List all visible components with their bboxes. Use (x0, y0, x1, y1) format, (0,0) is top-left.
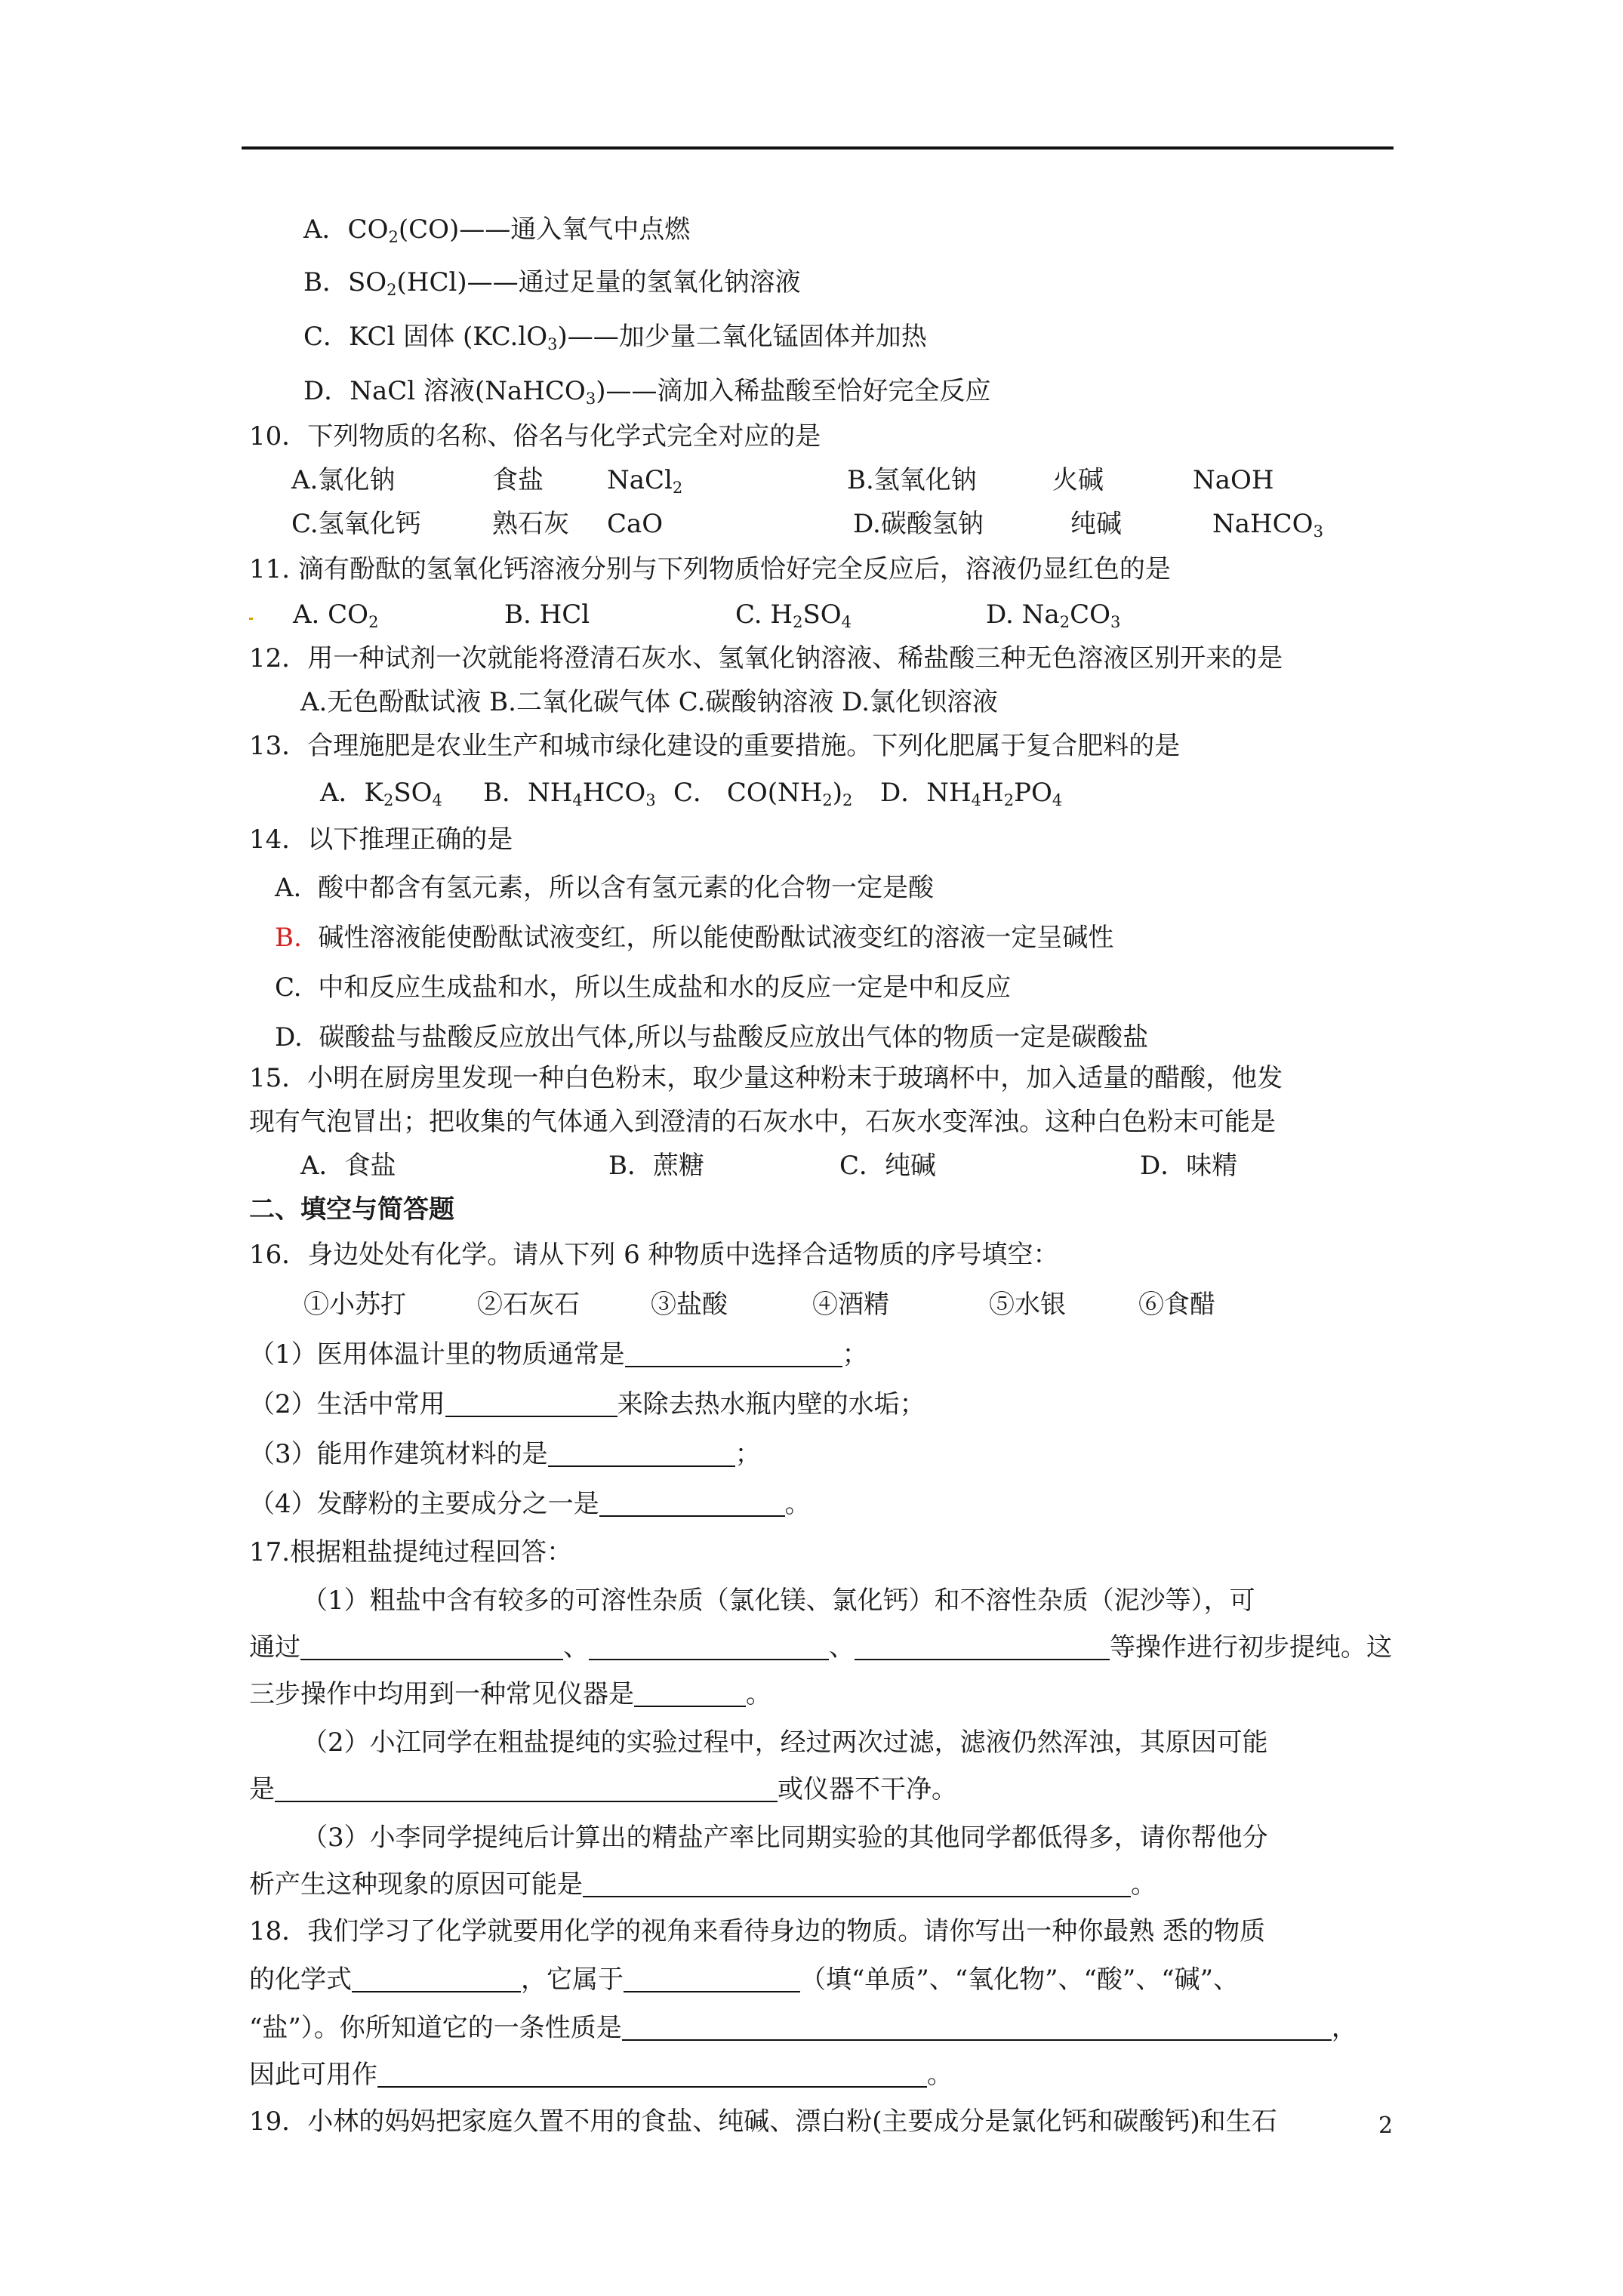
q16-blank-2[interactable] (445, 1390, 617, 1417)
q17-blank-2[interactable] (589, 1633, 829, 1660)
q18-blank-2[interactable] (624, 1965, 800, 1992)
q14-option-b: B. 碱性溶液能使酚酞试液变红，所以能使酚酞试液变红的溶液一定呈碱性 (275, 923, 1114, 953)
q17-blank-5[interactable] (275, 1775, 778, 1802)
q18-line-3: “盐”）。你所知道它的一条性质是 ， (249, 2013, 1357, 2043)
q16-item-5: ⑤水银 (989, 1290, 1066, 1320)
q13-stem: 13．合理施肥是农业生产和城市绿化建设的重要措施。下列化肥属于复合肥料的是 (249, 731, 1181, 761)
q9-option-b: B．$SO_2(HCl)——$通过足量的氢氧化钠溶液 (303, 267, 801, 299)
q18-line-1: 18．我们学习了化学就要用化学的视角来看待身边的物质。请你写出一种你最熟 悉的物质 (249, 1916, 1266, 1946)
q10-b-common: 火碱 (1052, 465, 1104, 495)
page-number: 2 (1378, 2113, 1394, 2139)
q10-c-label: C.氢氧化钙 (291, 509, 421, 539)
q16-blank-4[interactable] (599, 1490, 785, 1517)
q15-option-c: C．纯碱 (839, 1151, 937, 1181)
q11-stem: 11. 滴有酚酞的氢氧化钙溶液分别与下列物质恰好完全反应后，溶液仍显红色的是 (249, 554, 1171, 584)
q16-item-1: ①小苏打 (303, 1290, 406, 1320)
q12-stem: 12．用一种试剂一次就能将澄清石灰水、氢氧化钠溶液、稀盐酸三种无色溶液区别开来的是 (249, 643, 1283, 673)
q10-b-label: B.氢氧化钠 (847, 465, 977, 495)
q16-item-4: ④酒精 (812, 1290, 889, 1320)
q10-d-label: D.碳酸氢钠 (853, 509, 984, 539)
q16-sub-1: （1）医用体温计里的物质通常是 ； (249, 1339, 868, 1370)
q17-p3-line-2: 析产生这种现象的原因可能是 。 (249, 1869, 1156, 1900)
q10-a-formula: NaCl$_2$ (607, 465, 683, 497)
q15-option-d: D．味精 (1140, 1151, 1238, 1181)
q13-option-d: D．$NH_4H_2PO_4$ (880, 778, 1063, 809)
q10-stem: 10．下列物质的名称、俗名与化学式完全对应的是 (249, 421, 821, 451)
q18-line-4: 因此可用作 。 (249, 2060, 953, 2090)
q16-sub-2: （2）生活中常用 来除去热水瓶内壁的水垢； (249, 1389, 925, 1419)
q17-p2-line-2: 是 或仪器不干净。 (249, 1774, 957, 1804)
q17-blank-3[interactable] (855, 1633, 1110, 1660)
q17-p1-line-2: 通过 、 、 等操作进行初步提纯。这 (249, 1632, 1392, 1663)
q17-blank-4[interactable] (634, 1680, 746, 1707)
q11-option-c: C. $H_2SO_4$ (735, 599, 852, 631)
q14-option-d: D. 碳酸盐与盐酸反应放出气体,所以与盐酸反应放出气体的物质一定是碳酸盐 (275, 1022, 1149, 1052)
q14-option-a: A. 酸中都含有氢元素，所以含有氢元素的化合物一定是酸 (275, 873, 934, 903)
q16-sub-3: （3）能用作建筑材料的是 ； (249, 1439, 761, 1469)
q11-option-a: A. $CO_2$ (293, 599, 379, 631)
q17-p3-line-1: （3）小李同学提纯后计算出的精盐产率比同期实验的其他同学都低得多，请你帮他分 (302, 1823, 1268, 1853)
q15-option-b: B．蔗糖 (608, 1151, 704, 1181)
q17-blank-6[interactable] (583, 1870, 1131, 1897)
q18-line-2: 的化学式 ，它属于 （填“单质”、“氧化物”、“酸”、“碱”、 (249, 1965, 1240, 1995)
q9-option-d: D．NaCl 溶液(NaHCO$_3$)——滴加入稀盐酸至恰好完全反应 (303, 376, 991, 408)
q16-item-6: ⑥食醋 (1138, 1290, 1215, 1320)
q10-d-formula: NaHCO$_3$ (1212, 509, 1323, 541)
q10-c-common: 熟石灰 (492, 509, 569, 539)
q17-p1-line-1: （1）粗盐中含有较多的可溶性杂质（氯化镁、氯化钙）和不溶性杂质（泥沙等），可 (302, 1586, 1255, 1616)
section-2-heading: 二、填空与简答题 (249, 1194, 454, 1225)
q10-b-formula: NaOH (1193, 465, 1274, 495)
q16-blank-3[interactable] (548, 1440, 735, 1467)
q9-option-c: C．KCl 固体 $(KC.lO_3)——$加少量二氧化锰固体并加热 (303, 322, 927, 353)
q16-sub-4: （4）发酵粉的主要成分之一是 。 (249, 1489, 811, 1519)
q10-d-common: 纯碱 (1070, 509, 1122, 539)
q17-stem: 17.根据粗盐提纯过程回答： (249, 1537, 573, 1567)
q14-stem: 14．以下推理正确的是 (249, 824, 513, 855)
q13-option-c: C． $CO(NH_2)_2$ (673, 778, 853, 809)
q10-a-label: A.氯化钠 (291, 465, 396, 495)
q14-option-b-letter: B. (275, 923, 302, 953)
q15-line-1: 15．小明在厨房里发现一种白色粉末，取少量这种粉末于玻璃杯中，加入适量的醋酸，他发 (249, 1063, 1283, 1093)
q9-option-a: A．$CO_2(CO)——$通入氧气中点燃 (303, 214, 691, 246)
q14-option-c: C. 中和反应生成盐和水，所以生成盐和水的反应一定是中和反应 (275, 972, 1012, 1003)
q15-option-a: A．食盐 (300, 1151, 396, 1181)
q11-option-d: D. $Na_2CO_3$ (986, 599, 1121, 631)
q15-line-2: 现有气泡冒出；把收集的气体通入到澄清的石灰水中，石灰水变浑浊。这种白色粉末可能是 (249, 1107, 1276, 1137)
q10-c-formula: CaO (607, 509, 664, 539)
q17-blank-1[interactable] (300, 1633, 563, 1660)
q13-option-b: B．$NH_4HCO_3$ (483, 778, 656, 809)
q18-blank-4[interactable] (377, 2060, 927, 2088)
q16-item-3: ③盐酸 (651, 1290, 728, 1320)
q11-option-b: B. HCl (504, 599, 590, 630)
q16-blank-1[interactable] (625, 1340, 842, 1367)
q13-option-a: A．$K_2SO_4$ (320, 778, 442, 809)
q16-item-2: ②石灰石 (477, 1290, 580, 1320)
header-rule (242, 146, 1394, 149)
q16-stem: 16．身边处处有化学。请从下列 6 种物质中选择合适物质的序号填空： (249, 1240, 1059, 1270)
q12-options: A.无色酚酞试液 B.二氧化碳气体 C.碳酸钠溶液 D.氯化钡溶液 (300, 687, 999, 717)
q18-blank-3[interactable] (622, 2014, 1332, 2041)
q18-blank-1[interactable] (352, 1965, 521, 1992)
q17-p2-line-1: （2）小江同学在粗盐提纯的实验过程中，经过两次过滤，滤液仍然浑浊，其原因可能 (302, 1727, 1268, 1758)
stray-mark (249, 618, 253, 620)
q10-a-common: 食盐 (492, 465, 544, 495)
q17-p1-line-3: 三步操作中均用到一种常见仪器是 。 (249, 1679, 771, 1709)
q19-line-1: 19．小林的妈妈把家庭久置不用的食盐、纯碱、漂白粉(主要成分是氯化钙和碳酸钙)和生石 (249, 2106, 1277, 2137)
